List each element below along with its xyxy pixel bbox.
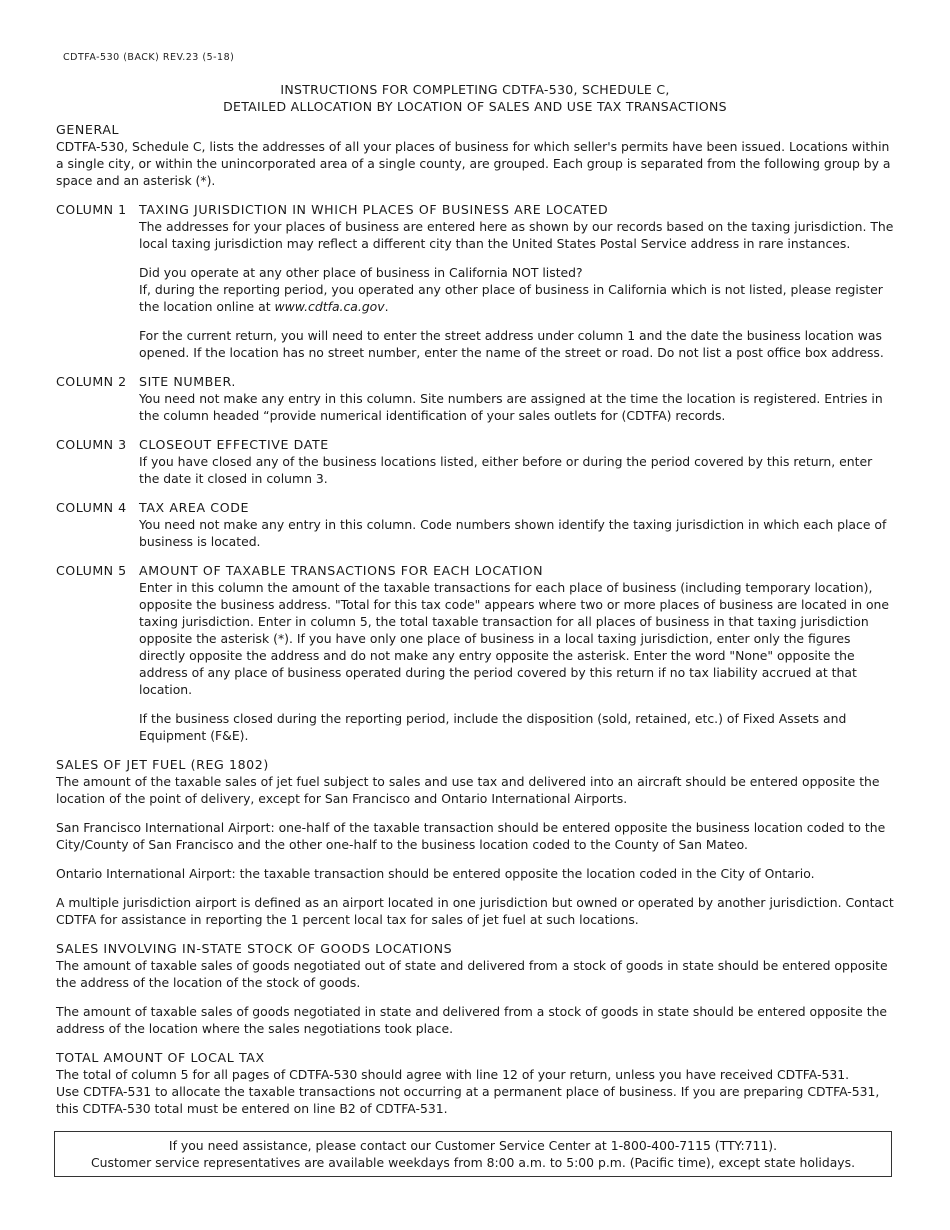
cdtfa-website-link[interactable]: www.cdtfa.ca.gov [274, 299, 385, 314]
instructions-body [56, 121, 896, 1129]
in-state-stock-heading: SALES INVOLVING IN-STATE STOCK OF GOODS LOCATIONS [56, 941, 453, 956]
column-4-label: COLUMN 4 [56, 500, 127, 515]
column-1-paragraph-1: The addresses for your places of business are entered here as shown by our records based on the taxing jurisdiction. The local taxing jurisdiction may reflect a different city than the United States Postal Service address in rare instances. [139, 219, 894, 251]
jet-fuel-paragraph-4: A multiple jurisdiction airport is defined as an airport located in one jurisdiction but owned or operated by another jurisdiction. Contact CDTFA for assistance in reporting the 1 percent local tax for sales of jet fuel at such locations. [56, 895, 894, 927]
form-identifier: CDTFA-530 (BACK) REV.23 (5-18) [63, 52, 235, 63]
title-line-2: DETAILED ALLOCATION BY LOCATION OF SALES AND USE TAX TRANSACTIONS [223, 99, 727, 114]
jet-fuel-paragraph-1: The amount of the taxable sales of jet fuel subject to sales and use tax and delivered into an aircraft should be entered opposite the location of the point of delivery, except for San Francisco and Ontario International Airports. [56, 774, 880, 806]
column-5-paragraph-2: If the business closed during the reporting period, include the disposition (sold, retained, etc.) of Fixed Assets and Equipment (F&E). [139, 711, 847, 743]
total-local-tax-section [56, 1049, 896, 1117]
column-1-section [56, 201, 896, 361]
column-1-register-text: If, during the reporting period, you operated any other place of business in California which is not listed, please register the location online at [139, 282, 883, 314]
column-1-label: COLUMN 1 [56, 202, 127, 217]
total-local-tax-line-2: Use CDTFA-531 to allocate the taxable transactions not occurring at a permanent place of business. If you are preparing CDTFA-531, this CDTFA-530 total must be entered on line B2 of CDTFA-531. [56, 1084, 880, 1116]
column-4-paragraph-1: You need not make any entry in this column. Code numbers shown identify the taxing jurisdiction in which each place of business is located. [139, 517, 887, 549]
title-line-1: INSTRUCTIONS FOR COMPLETING CDTFA-530, SCHEDULE C, [280, 82, 670, 97]
column-1-paragraph-2: Did you operate at any other place of business in California NOT listed? If, during the reporting period, you operated any other place of business in California which is not listed, please register the location online at www.cdtfa.ca.gov. [139, 265, 883, 314]
in-state-stock-paragraph-2: The amount of taxable sales of goods negotiated in state and delivered from a stock of goods in state should be entered opposite the address of the location where the sales negotiations took place. [56, 1004, 888, 1036]
general-section [56, 121, 896, 189]
column-2-heading: SITE NUMBER. [139, 374, 236, 389]
column-3-label: COLUMN 3 [56, 437, 127, 452]
jet-fuel-heading: SALES OF JET FUEL (REG 1802) [56, 757, 269, 772]
column-5-paragraph-1: Enter in this column the amount of the taxable transactions for each place of business (including temporary location), opposite the business address. "Total for this tax code" appears where two or more places of business are located in one taxing jurisdiction. Enter in column 5, the total taxable transaction for all places of business in that taxing jurisdiction opposite the asterisk (*). If you have only one place of business in a local taxing jurisdiction, enter only the figures directly opposite the address and do not make any entry opposite the asterisk. Enter the word "None" opposite the address of any place of business operated during the period covered by this return if no tax liability accrued at that location. [139, 580, 890, 697]
general-text: CDTFA-530, Schedule C, lists the addresses of all your places of business for which seller's permits have been issued. Locations within a single city, or within the unincorporated area of a single county, are grouped. Each group is separated from the following group by a space and an asterisk (*). [56, 139, 891, 188]
column-3-section [56, 436, 896, 487]
jet-fuel-section [56, 756, 896, 928]
in-state-stock-section [56, 940, 896, 1037]
column-4-section [56, 499, 896, 550]
column-5-heading: AMOUNT OF TAXABLE TRANSACTIONS FOR EACH LOCATION [139, 563, 544, 578]
assistance-box [54, 1131, 892, 1177]
jet-fuel-paragraph-2: San Francisco International Airport: one-half of the taxable transaction should be entered opposite the business location coded to the City/County of San Francisco and the other one-half to the business location coded to the County of San Mateo. [56, 820, 886, 852]
column-2-section [56, 373, 896, 424]
column-1-paragraph-3: For the current return, you will need to enter the street address under column 1 and the date the business location was opened. If the location has no street number, enter the name of the street or road. Do not list a post office box address. [139, 328, 884, 360]
in-state-stock-paragraph-1: The amount of taxable sales of goods negotiated out of state and delivered from a stock of goods in state should be entered opposite the address of the location of the stock of goods. [56, 958, 888, 990]
jet-fuel-paragraph-3: Ontario International Airport: the taxable transaction should be entered opposite the location coded in the City of Ontario. [56, 866, 815, 881]
assistance-line-2: Customer service representatives are available weekdays from 8:00 a.m. to 5:00 p.m. (Pacific time), except state holidays. [90, 1155, 856, 1170]
column-3-heading: CLOSEOUT EFFECTIVE DATE [139, 437, 329, 452]
column-3-paragraph-1: If you have closed any of the business locations listed, either before or during the period covered by this return, enter the date it closed in column 3. [139, 454, 873, 486]
page-title [0, 81, 950, 115]
column-4-heading: TAX AREA CODE [139, 500, 250, 515]
general-heading: GENERAL [56, 122, 120, 137]
column-2-label: COLUMN 2 [56, 374, 127, 389]
column-5-label: COLUMN 5 [56, 563, 127, 578]
column-5-section [56, 562, 896, 744]
assistance-line-1: If you need assistance, please contact our Customer Service Center at 1-800-400-7115 (TTY:711). [168, 1138, 778, 1153]
total-local-tax-heading: TOTAL AMOUNT OF LOCAL TAX [56, 1050, 265, 1065]
total-local-tax-line-1: The total of column 5 for all pages of CDTFA-530 should agree with line 12 of your return, unless you have received CDTFA-531. [56, 1067, 850, 1082]
column-2-paragraph-1: You need not make any entry in this column. Site numbers are assigned at the time the location is registered. Entries in the column headed “provide numerical identification of your sales outlets for (CDTFA) records. [139, 391, 883, 423]
column-1-heading: TAXING JURISDICTION IN WHICH PLACES OF BUSINESS ARE LOCATED [139, 202, 609, 217]
column-1-question: Did you operate at any other place of business in California NOT listed? [139, 265, 583, 280]
